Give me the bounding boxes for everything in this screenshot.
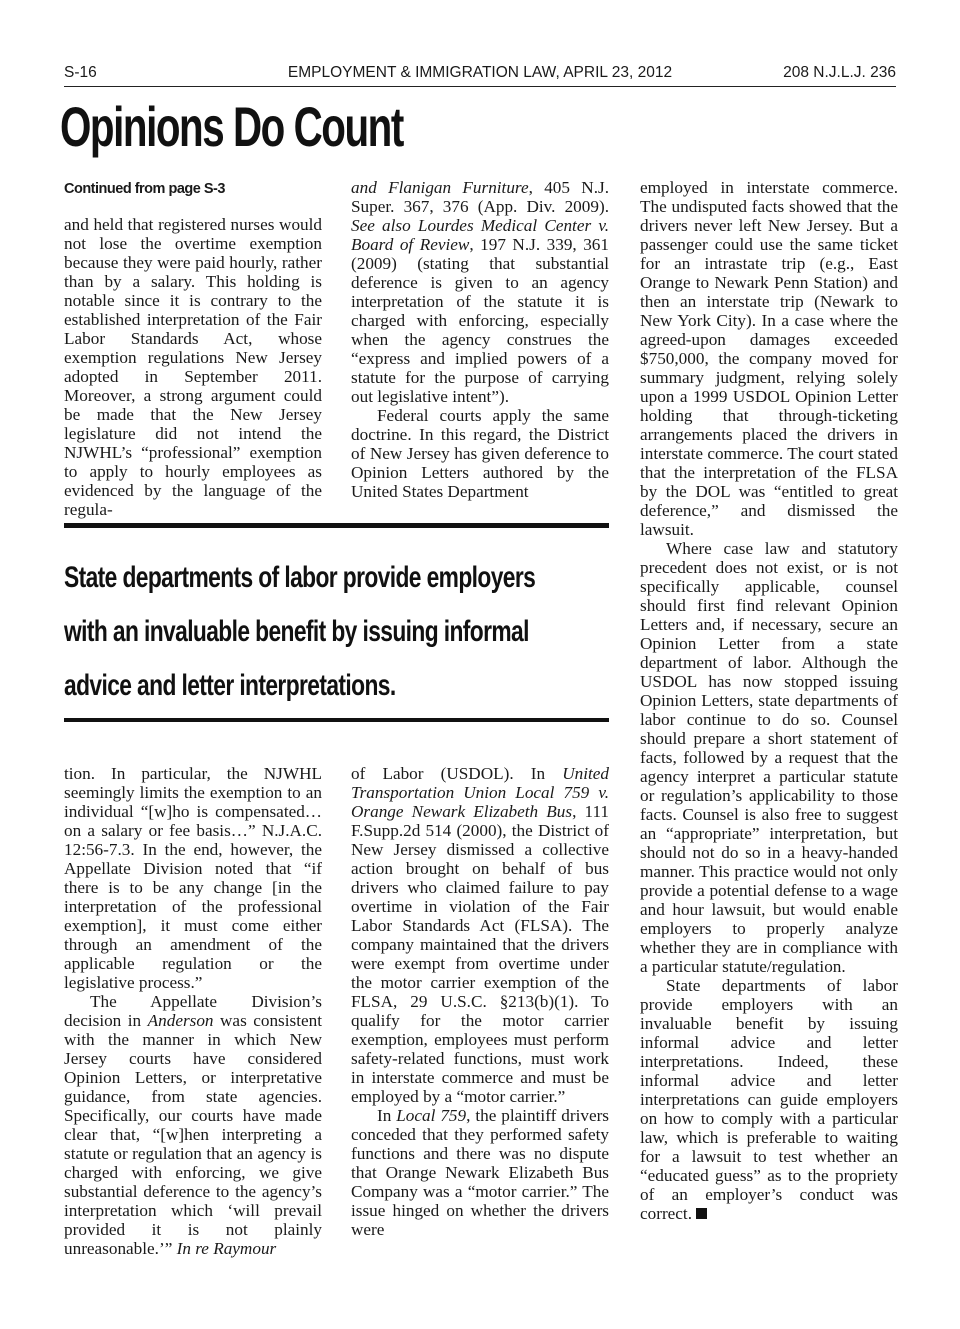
paragraph: Federal courts apply the same doctrine. In this regard, the District of New Jersey has given deference to Opinion Letters authored by the United States Department <box>351 406 609 501</box>
article-title: Opinions Do Count <box>60 95 403 158</box>
case-name: and Flanigan Furniture <box>351 178 529 197</box>
paragraph: employed in interstate commerce. The undisputed facts showed that the drivers never left New Jersey. But a passenger could use the same ticket for an intrastate trip (e.g., East Orange to Newark Penn Station) and then an interstate trip (Newark to New York City). In a case where the agreed-upon damages exceeded $750,000, the company moved for summary judgment, relying solely upon a 1999 USDOL Opinion Letter holding that through-ticketing arrangements placed the drivers in interstate commerce. The court stated that the interpretation of the FLSA by the DOL was “entitled to great deference,” and dismissed the lawsuit. <box>640 178 898 539</box>
paragraph: State departments of labor provide employers with an invaluable benefit by issuing informal advice and letter interpretations. Indeed, these informal advice and letter interpretations can guide employers on how to comply with a particular law, which is preferable to waiting for a lawsuit to test whether an “educated guess” as to the propriety of an employer’s conduct was correct. <box>640 976 898 1223</box>
case-name: See also Lourdes Medical Center v. Board of Review <box>351 216 609 254</box>
continued-from: Continued from page S-3 <box>64 181 225 197</box>
case-name: In re Raymour <box>176 1239 277 1258</box>
column-right <box>640 178 898 1223</box>
section-title: EMPLOYMENT & IMMIGRATION LAW, APRIL 23, 2012 <box>287 64 673 81</box>
paragraph: tion. In particular, the NJWHL seemingly limits the exemption to an individual “[w]ho is compensated…on a salary or fee basis…” N.J.A.C. 12:56-7.3. In the end, however, the Appellate Division noted that “if there is to be any change [in the interpretation of the professional exemption], it must come either through an amendment of the applicable regulation or the legislative process.” <box>64 764 322 992</box>
case-name: Local 759 <box>396 1106 467 1125</box>
end-of-article-icon <box>696 1208 707 1219</box>
page-number: S-16 <box>64 64 97 81</box>
case-name: Anderson <box>147 1011 214 1030</box>
pull-quote-bottom-rule <box>64 718 609 722</box>
pull-quote-top-rule <box>64 523 609 528</box>
citation: 208 N.J.L.J. 236 <box>783 64 896 81</box>
paragraph: The Appellate Division’s decision in Anderson was consistent with the manner in which New Jersey courts have considered Opinion Letters, or interpretative guidance, from state agencies. Specifically, our courts have made clear that, “[w]hen interpreting a statute or regulation that an agency is charged with enforcing, we give substantial deference to the agency’s interpretation which ‘will prevail provided it is not plainly unreasonable.’” In re Raymour <box>64 992 322 1258</box>
column-upper-left <box>64 215 322 519</box>
pull-quote: State departments of labor provide employers with an invaluable benefit by issuing informal advice and letter interpretations. <box>64 561 536 702</box>
paragraph: and held that registered nurses would not lose the overtime exemption because they were paid hourly, rather than by a salary. This holding is notable since it is contrary to the established interpretation of the Fair Labor Standards Act, whose exemption regulations New Jersey adopted in September 2011. Moreover, a strong argument could be made that the New Jersey legislature did not intend the NJWHL’s “professional” exemption to apply to hourly employees as evidenced by the language of the regula- <box>64 215 322 519</box>
paragraph: In Local 759, the plaintiff drivers conceded that they performed safety functions and there was no dispute that Orange Newark Elizabeth Bus Company was a “motor carrier.” The issue hinged on whether the drivers were <box>351 1106 609 1239</box>
page-header <box>64 62 896 87</box>
column-upper-middle <box>351 178 609 501</box>
paragraph: and Flanigan Furniture, 405 N.J. Super. 367, 376 (App. Div. 2009). See also Lourdes Medical Center v. Board of Review, 197 N.J. 339, 361 (2009) (stating that substantial deference is given to an agency interpretation of the statute it is charged with enforcing, especially when the agency construes the “express and implied powers of a statute for the purpose of carrying out legislative intent”). <box>351 178 609 406</box>
paragraph: of Labor (USDOL). In United Transportation Union Local 759 v. Orange Newark Elizabeth Bus, 111 F.Supp.2d 514 (2000), the District of New Jersey dismissed a collective action brought on behalf of bus drivers who claimed failure to pay overtime in violation of the Fair Labor Standards Act (FLSA). The company maintained that the drivers were exempt from overtime under the motor carrier exemption of the FLSA, 29 U.S.C. §213(b)(1). To qualify for the motor carrier exemption, employees must perform safety-related functions, must work in interstate commerce and must be employed by a “motor carrier.” <box>351 764 609 1106</box>
column-lower-middle <box>351 764 609 1239</box>
case-name: United Transportation Union Local 759 v. Orange Newark Elizabeth Bus <box>351 764 609 821</box>
paragraph: Where case law and statutory precedent does not exist, or is not specifically applicable, counsel should first find relevant Opinion Letters and, if necessary, secure an Opinion Letter from a state department of labor. Although the USDOL has now stopped issuing Opinion Letters, state departments of labor continue to do so. Counsel should prepare a short statement of facts, followed by a request that the agency interpret a particular statute or regulation’s applicability to those facts. Counsel is also free to suggest an “appropriate” interpretation, but should not do so in a heavy-handed manner. This practice would not only provide a potential defense to a wage and hour lawsuit, but would enable employers to properly analyze whether they are in compliance with a particular statute/regulation. <box>640 539 898 976</box>
column-lower-left <box>64 764 322 1258</box>
